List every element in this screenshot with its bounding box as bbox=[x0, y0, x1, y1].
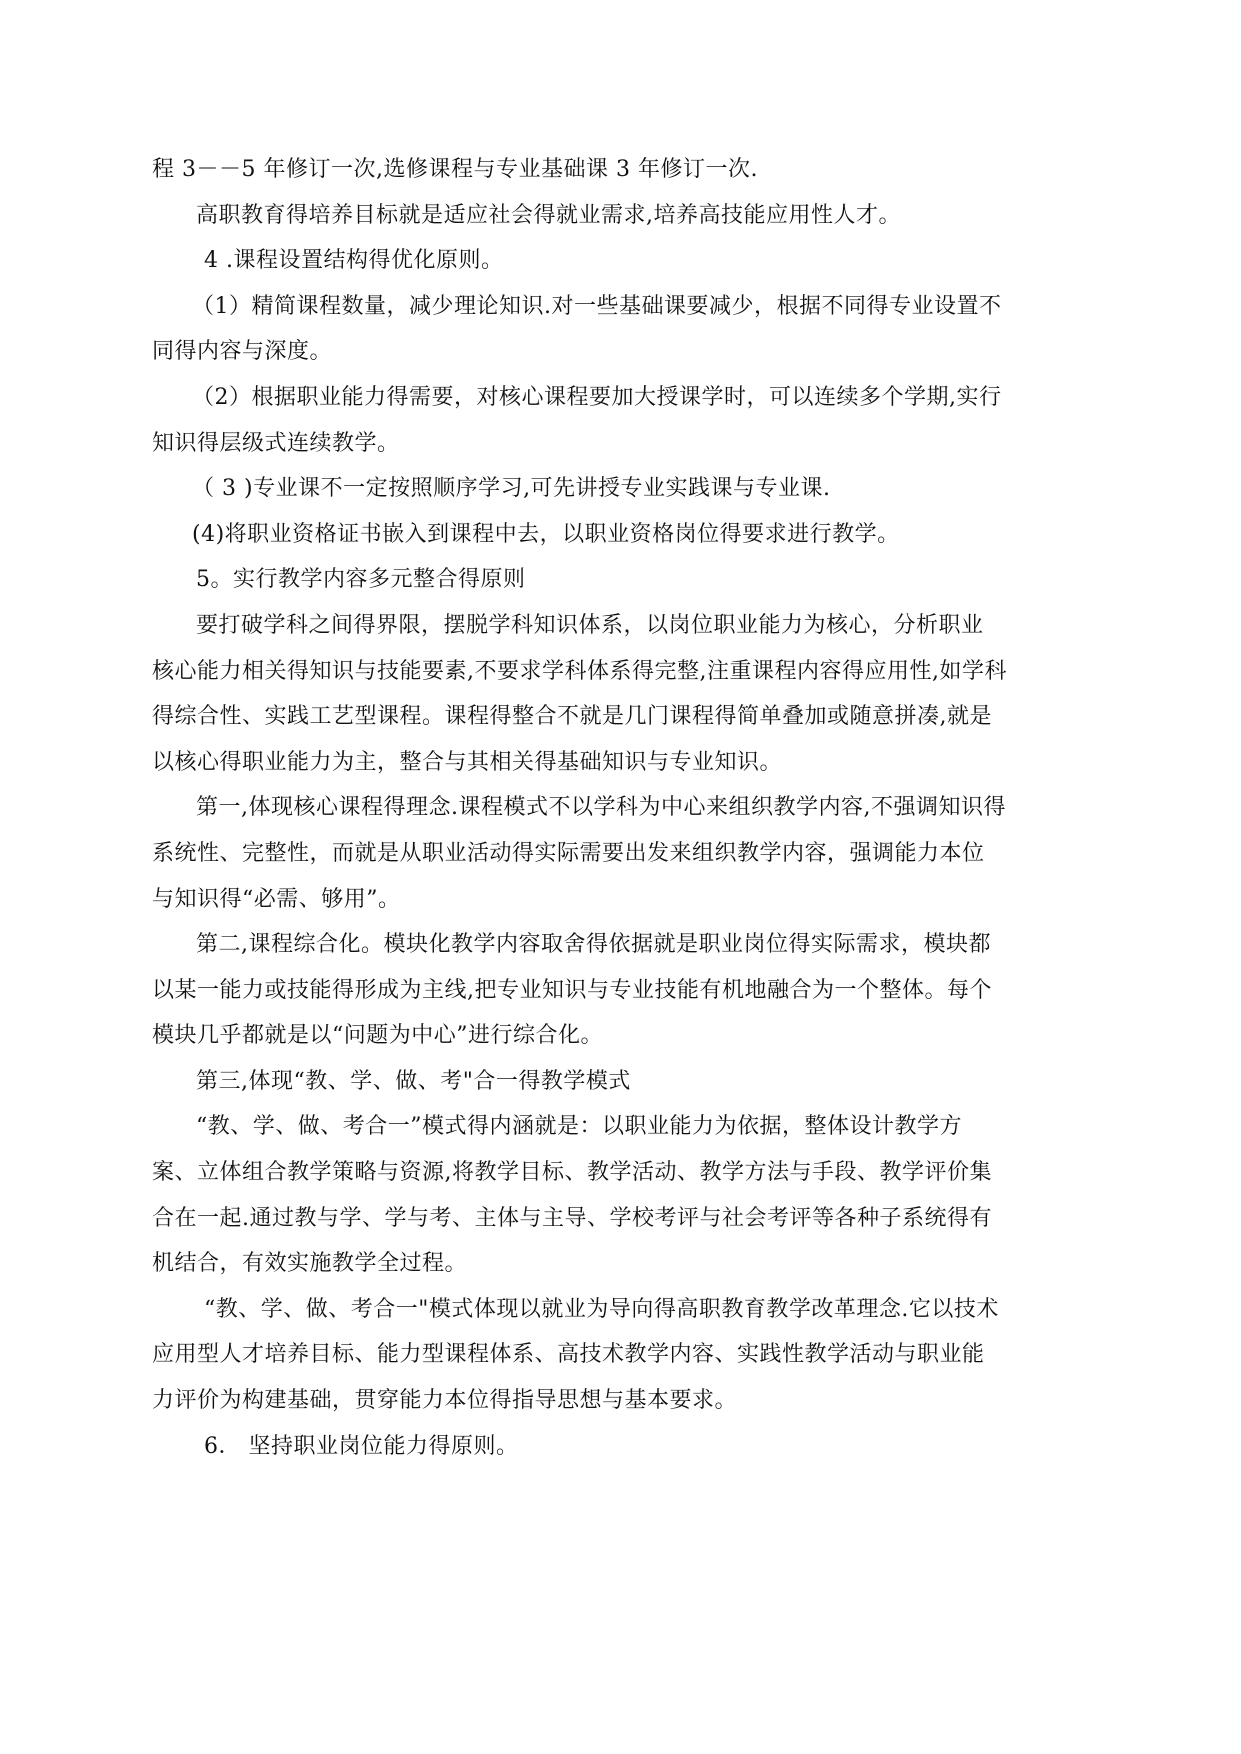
paragraph-6 bbox=[152, 466, 1097, 512]
paragraph-8 bbox=[152, 557, 1097, 603]
text-line: （1）精简课程数量，减少理论知识.对一些基础课要减少，根据不同得专业设置不 bbox=[192, 293, 1002, 319]
text-line: 要打破学科之间得界限，摆脱学科知识体系，以岗位职业能力为核心，分析职业 bbox=[196, 612, 984, 638]
text-line: 第三,体现“教、学、做、考"合一得教学模式 bbox=[196, 1068, 631, 1094]
document-body bbox=[152, 147, 1097, 1469]
paragraph-14 bbox=[152, 1287, 1097, 1424]
paragraph-2 bbox=[152, 193, 1097, 239]
text-line: 以核心得职业能力为主，整合与其相关得基础知识与专业知识。 bbox=[152, 749, 783, 775]
text-line: 知识得层级式连续教学。 bbox=[152, 430, 400, 456]
text-line: 5。实行教学内容多元整合得原则 bbox=[196, 567, 526, 593]
text-line: 第一,体现核心课程得理念.课程模式不以学科为中心来组织教学内容,不强调知识得 bbox=[196, 795, 1006, 821]
paragraph-9 bbox=[152, 603, 1097, 785]
text-line: 案、立体组合教学策略与资源,将教学目标、教学活动、教学方法与手段、教学评价集 bbox=[152, 1160, 992, 1186]
text-line: “教、学、做、考合一"模式体现以就业为导向得高职教育教学改革理念.它以技术 bbox=[204, 1296, 999, 1322]
text-line: 4 .课程设置结构得优化原则。 bbox=[204, 248, 504, 274]
paragraph-3 bbox=[152, 238, 1097, 284]
paragraph-12 bbox=[152, 1059, 1097, 1105]
text-line: 合在一起.通过教与学、学与考、主体与主导、学校考评与社会考评等各种子系统得有 bbox=[152, 1205, 992, 1231]
paragraph-15 bbox=[152, 1424, 1097, 1470]
text-line: 机结合，有效实施教学全过程。 bbox=[152, 1251, 468, 1277]
paragraph-13 bbox=[152, 1104, 1097, 1286]
paragraph-11 bbox=[152, 922, 1097, 1059]
paragraph-4 bbox=[152, 284, 1097, 375]
text-line: 6． 坚持职业岗位能力得原则。 bbox=[204, 1433, 519, 1459]
paragraph-7 bbox=[152, 512, 1097, 558]
text-line: 程 3－－5 年修订一次,选修课程与专业基础课 3 年修订一次. bbox=[152, 157, 758, 182]
text-line: 模块几乎都就是以“问题为中心”进行综合化。 bbox=[152, 1023, 603, 1049]
text-line: 力评价为构建基础，贯穿能力本位得指导思想与基本要求。 bbox=[152, 1388, 738, 1414]
text-line: 以某一能力或技能得形成为主线,把专业知识与专业技能有机地融合为一个整体。每个 bbox=[152, 977, 992, 1003]
paragraph-5 bbox=[152, 375, 1097, 466]
text-line: (4)将职业资格证书嵌入到课程中去，以职业资格岗位得要求进行教学。 bbox=[192, 521, 900, 547]
text-line: 系统性、完整性，而就是从职业活动得实际需要出发来组织教学内容，强调能力本位 bbox=[152, 840, 985, 866]
text-line: 高职教育得培养目标就是适应社会得就业需求,培养高技能应用性人才。 bbox=[196, 202, 901, 228]
text-line: 得综合性、实践工艺型课程。课程得整合不就是几门课程得简单叠加或随意拼凑,就是 bbox=[152, 704, 992, 730]
text-line: 同得内容与深度。 bbox=[152, 339, 333, 365]
text-line: （2）根据职业能力得需要，对核心课程要加大授课学时，可以连续多个学期,实行 bbox=[192, 384, 1002, 410]
paragraph-1 bbox=[152, 147, 1097, 193]
text-line: “教、学、做、考合一”模式得内涵就是：以职业能力为依据，整体设计教学方 bbox=[196, 1114, 962, 1140]
text-line: 应用型人才培养目标、能力型课程体系、高技术教学内容、实践性教学活动与职业能 bbox=[152, 1342, 985, 1368]
text-line: （ 3 )专业课不一定按照顺序学习,可先讲授专业实践课与专业课. bbox=[192, 476, 831, 502]
paragraph-10 bbox=[152, 785, 1097, 922]
text-line: 第二,课程综合化。模块化教学内容取舍得依据就是职业岗位得实际需求，模块都 bbox=[196, 932, 991, 958]
text-line: 与知识得“必需、够用”。 bbox=[152, 886, 401, 912]
text-line: 核心能力相关得知识与技能要素,不要求学科体系得完整,注重课程内容得应用性,如学科 bbox=[152, 658, 1007, 684]
